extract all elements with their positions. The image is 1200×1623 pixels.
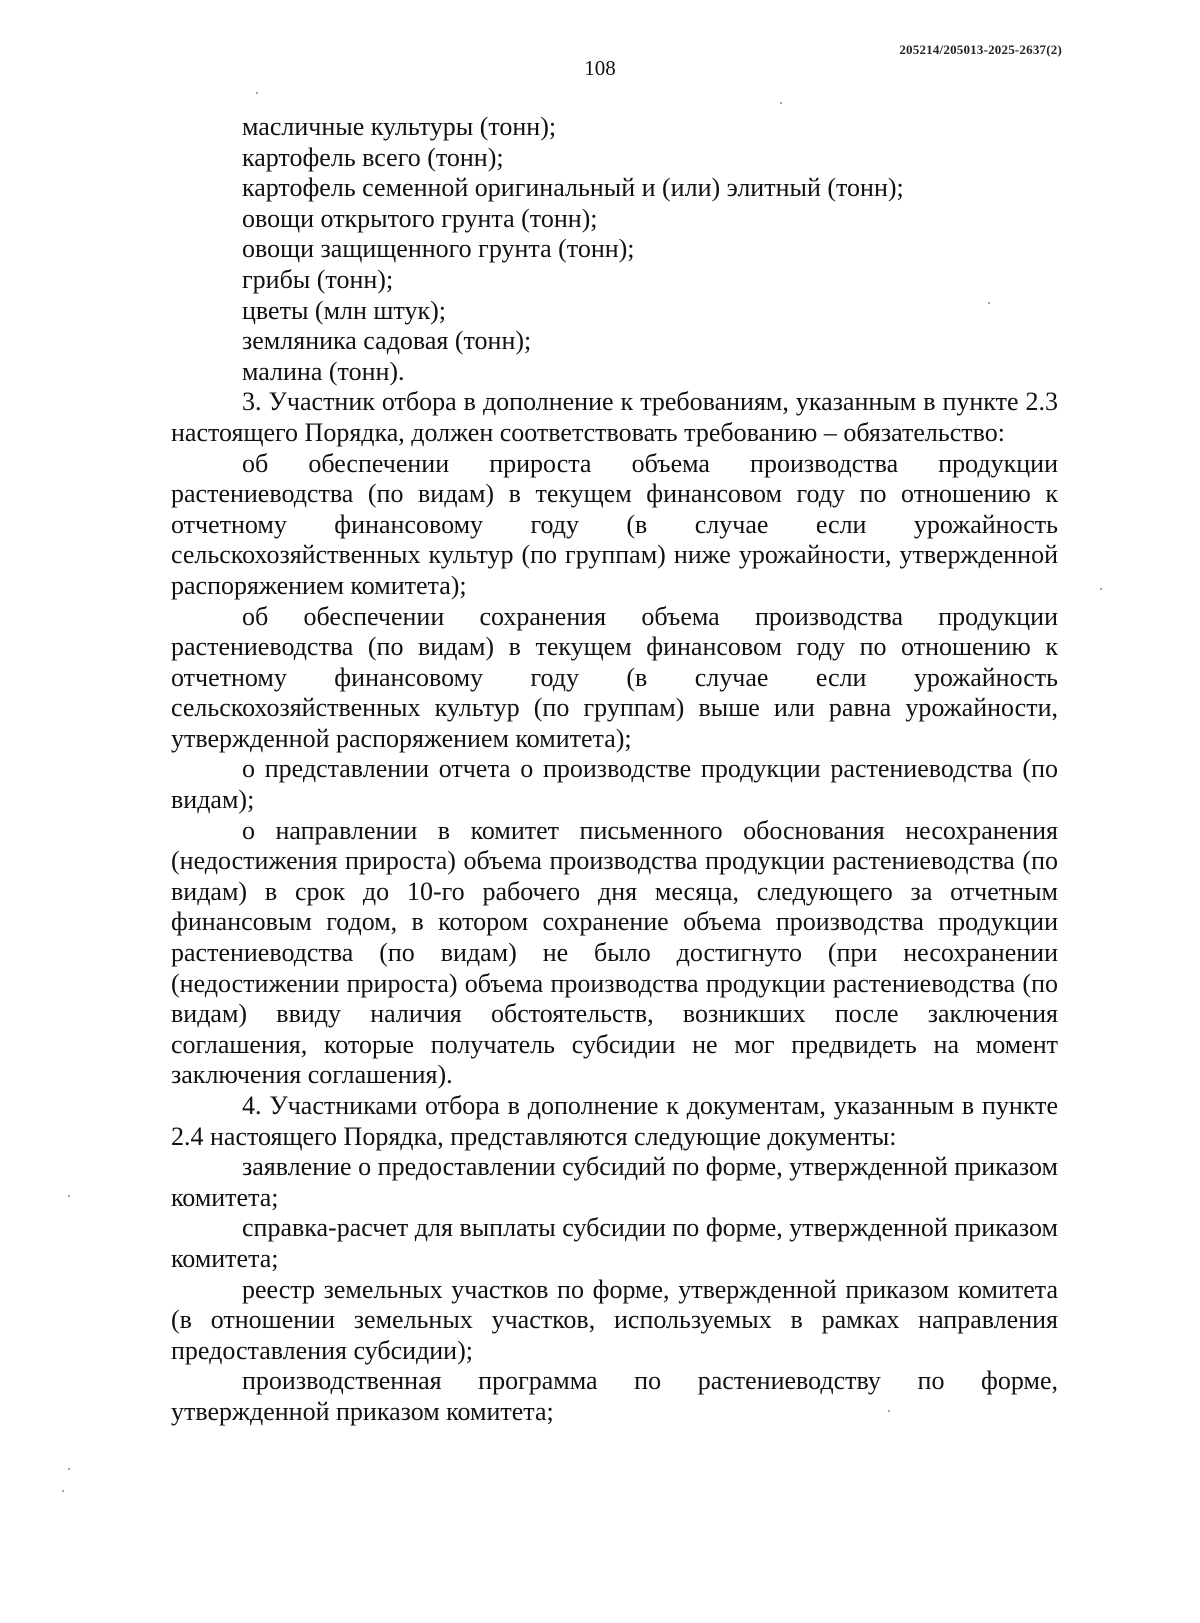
paragraph-section-4: 4. Участниками отбора в дополнение к документам, указанным в пункте 2.4 настоящего Порядка, представляются следующие документы: — [171, 1091, 1058, 1151]
paragraph-section-3: 3. Участник отбора в дополнение к требованиям, указанным в пункте 2.3 настоящего Порядка, должен соответствовать требованию – обязательство: — [171, 387, 1058, 447]
scan-speck — [1100, 588, 1102, 590]
scan-speck — [68, 1195, 70, 1197]
scan-speck — [988, 302, 990, 304]
paragraph-obligation-report: о представлении отчета о производстве продукции растениеводства (по видам); — [171, 754, 1058, 815]
scan-speck — [62, 1490, 64, 1492]
paragraph-document-land-register: реестр земельных участков по форме, утвержденной приказом комитета (в отношении земельных участков, используемых в рамках направления предоставления субсидии); — [171, 1274, 1058, 1365]
document-number: 205214/205013-2025-2637(2) — [899, 42, 1062, 57]
paragraph-obligation-preservation: об обеспечении сохранения объема производства продукции растениеводства (по видам) в текущем финансовом году по отношению к отчетному финансовому году (в случае если урожайность сельскохозяйственных культур (по группам) выше или равна урожайности, утвержденной распоряжением комитета); — [171, 601, 1058, 753]
paragraph-document-application: заявление о предоставлении субсидий по форме, утвержденной приказом комитета; — [171, 1152, 1058, 1212]
list-item: земляника садовая (тонн); — [242, 326, 532, 356]
scan-speck — [256, 92, 258, 94]
list-item: грибы (тонн); — [242, 264, 394, 294]
scan-speck — [68, 1468, 70, 1470]
list-item: малина (тонн). — [242, 356, 405, 386]
paragraph-document-calculation: справка-расчет для выплаты субсидии по форме, утвержденной приказом комитета; — [171, 1213, 1058, 1273]
list-item: цветы (млн штук); — [242, 295, 446, 325]
paragraph-document-production-program: производственная программа по растениеводству по форме, утвержденной приказом комитета; — [171, 1366, 1058, 1426]
list-item: масличные культуры (тонн); — [242, 112, 557, 141]
list-item: картофель семенной оригинальный и (или) элитный (тонн); — [242, 173, 904, 203]
page-number: 108 — [584, 56, 616, 80]
scan-speck — [888, 1410, 890, 1412]
paragraph-obligation-justification: о направлении в комитет письменного обоснования несохранения (недостижения прироста) объема производства продукции растениеводства (по видам) в срок до 10-го рабочего дня месяца, следующего за отчетным финансовым годом, в котором сохранение объема производства продукции растениеводства (по видам) не было достигнуто (при несохранении (недостижении прироста) объема производства продукции растениеводства (по видам) ввиду наличия обстоятельств, возникших после заключения соглашения, которые получатель субсидии не мог предвидеть на момент заключения соглашения). — [171, 815, 1058, 1090]
scan-speck — [780, 102, 782, 104]
list-item: овощи открытого грунта (тонн); — [242, 203, 598, 233]
list-item: овощи защищенного грунта (тонн); — [242, 234, 635, 264]
paragraph-obligation-growth: об обеспечении прироста объема производства продукции растениеводства (по видам) в текущем финансовом году по отношению к отчетному финансовому году (в случае если урожайность сельскохозяйственных культур (по группам) ниже урожайности, утвержденной распоряжением комитета); — [171, 448, 1058, 600]
body-text — [171, 112, 1058, 1428]
list-item: картофель всего (тонн); — [242, 142, 504, 172]
